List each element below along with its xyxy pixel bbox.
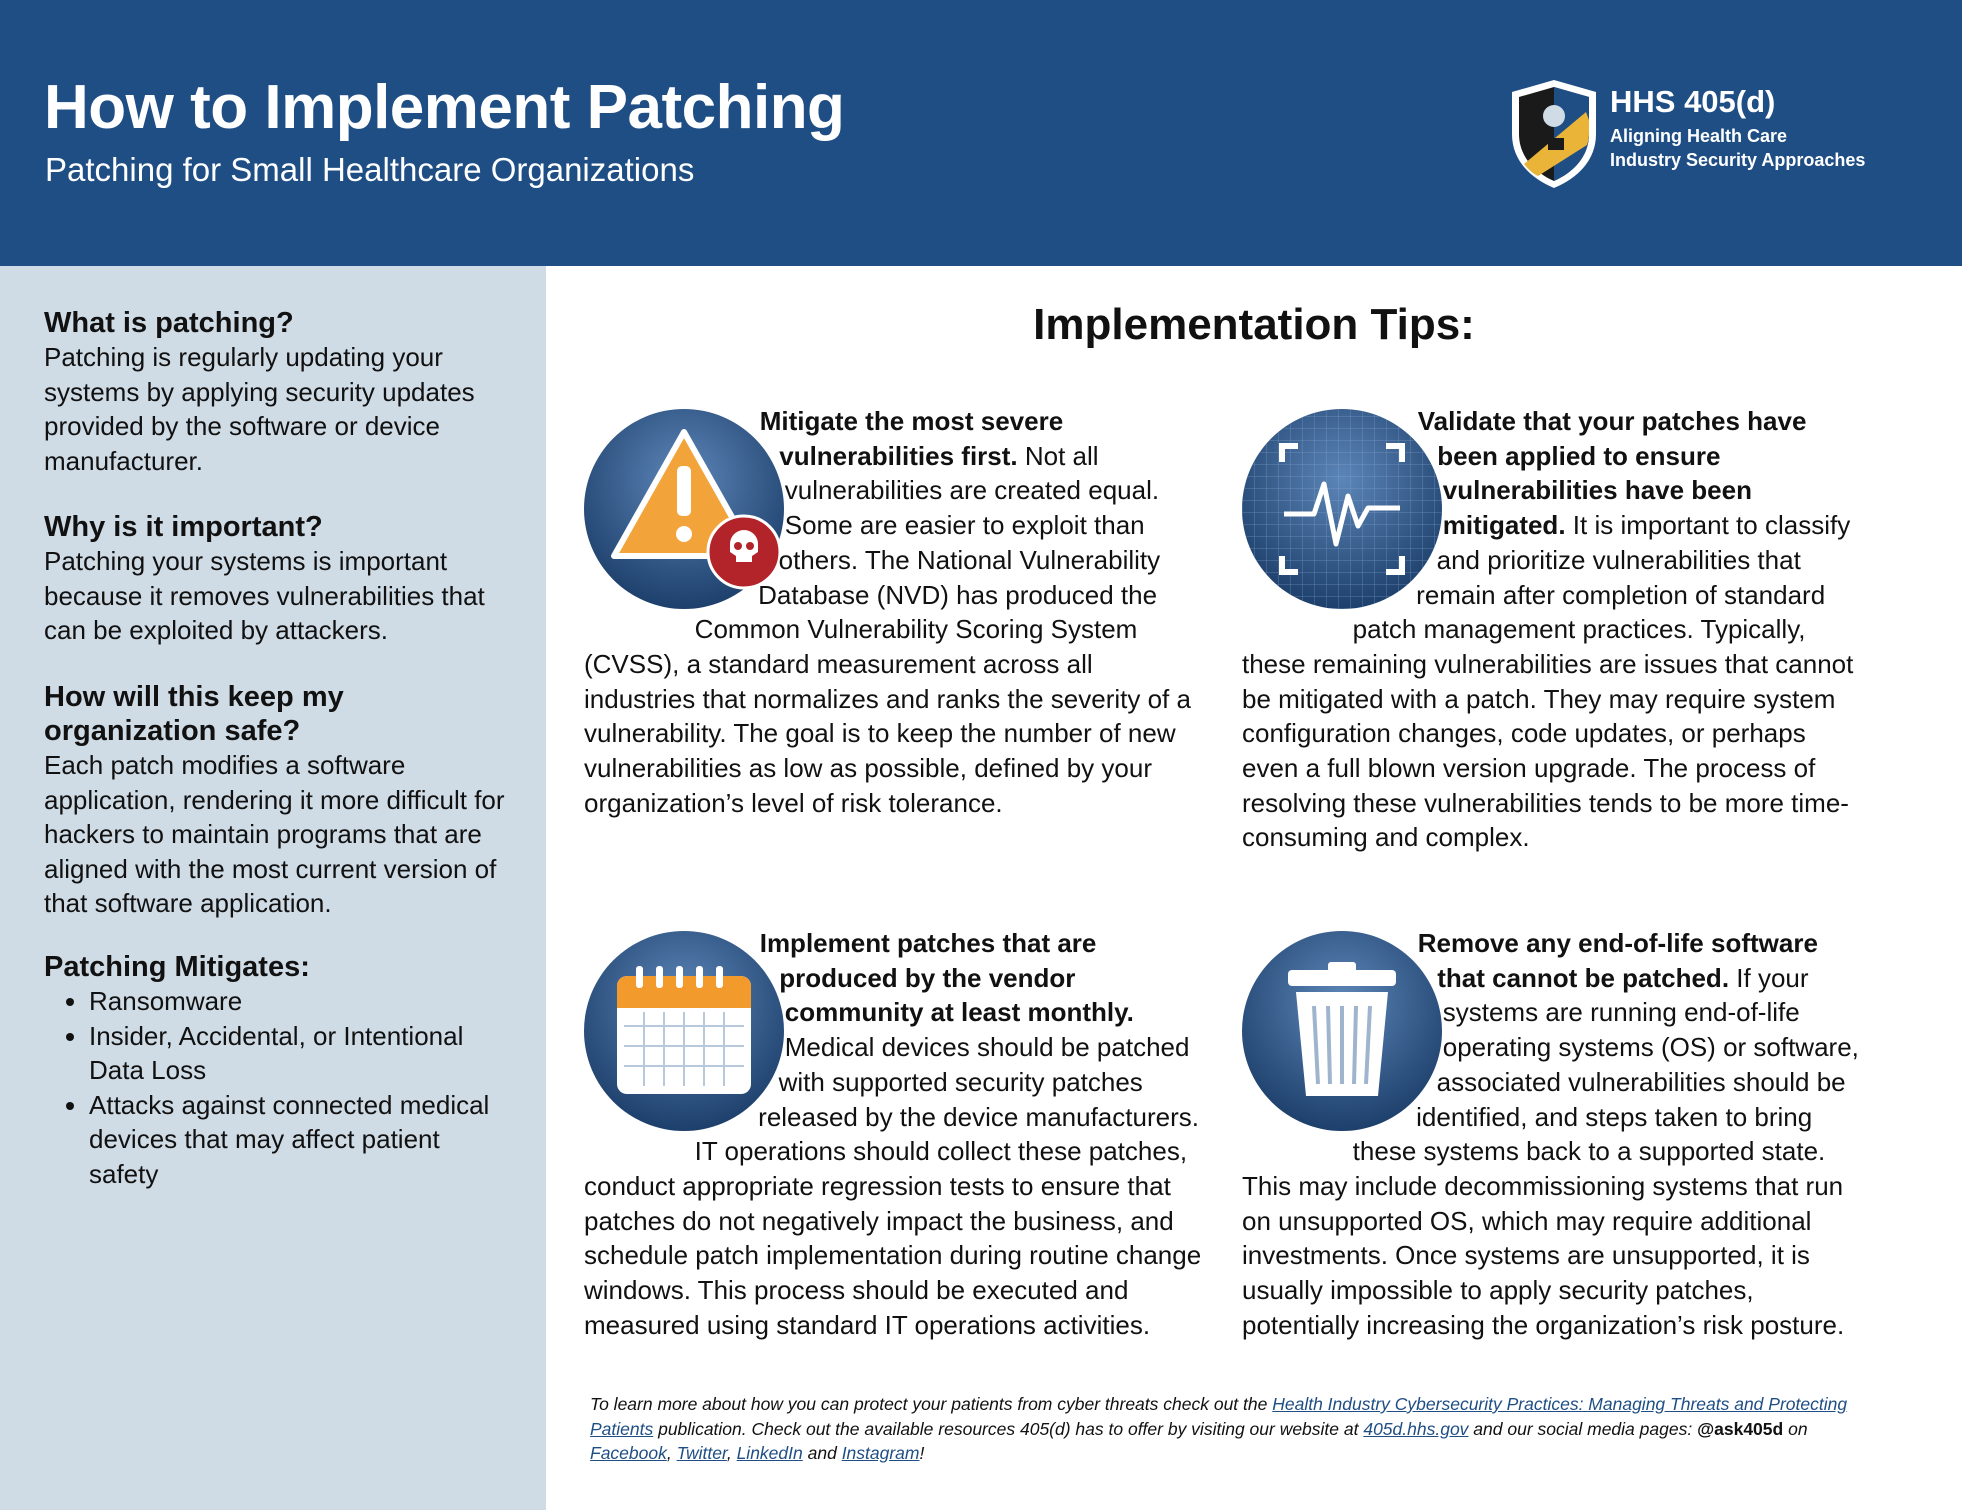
faq-keep-safe [44,680,514,921]
faq-heading: What is patching? [44,307,294,339]
tip-lead: Remove any end-of-life software that cannot be patched. [1417,928,1818,993]
logo-tagline-1: Aligning Health Care [1610,126,1788,146]
tip-body: Not all vulnerabilities are created equal. Some are easier to exploit than others. The National Vulnerability Database (NVD) has produced the Common Vulnerability Scoring System (CVSS), a standard measurement across all industries that normalizes and ranks the severity of a vulnerability. The goal is to keep the number of new vulnerabilities as low as possible, defined by your organization’s level of risk tolerance. [584,440,1191,818]
social-handle: @ask405d [1697,1418,1784,1439]
publication-link[interactable]: Health Industry Cybersecurity Practices: Managing Threats and Protecting Patients [590,1394,1848,1439]
footer-text: To learn more about how you can protect your patients from cyber threats check out the [590,1394,1273,1414]
footer-text: publication. Check out the available resources 405(d) has to offer by visiting our website at [653,1418,1364,1439]
faq-body: Patching is regularly updating your systems by applying security updates provided by the software or device manufacturer. [44,342,475,476]
sidebar-panel [0,266,546,1510]
tip-implement-monthly [584,926,1204,1342]
tip-lead: Implement patches that are produced by the vendor community at least monthly. [759,928,1134,1028]
page-subtitle: Patching for Small Healthcare Organizations [45,151,695,188]
footer-text: ! [919,1443,925,1463]
list-item: • Ransomware [89,984,514,1019]
list-item: • Attacks against connected medical devices that may affect patient safety [89,1088,514,1192]
tip-body: Medical devices should be patched with supported security patches released by the device manufacturers. IT operations should collect these patches, conduct appropriate regression tests to ensure that patches do not negatively impact the business, and schedule patch implementation during routine change windows. This process should be executed and measured using standard IT operations activities. [584,1032,1202,1340]
footer-text: on [1783,1418,1808,1439]
faq-body: Each patch modifies a software application, rendering it more difficult for hackers to maintain programs that are aligned with the most current version of that software application. [44,750,505,918]
tip-validate-patches [1242,404,1862,855]
list-item: • Insider, Accidental, or Intentional Data Loss [89,1019,514,1088]
faq-heading: How will this keep my organization safe? [44,681,344,747]
header-banner [0,0,1962,266]
footer-separator: , [726,1443,737,1463]
tip-lead: Validate that your patches have been applied to ensure vulnerabilities have been mitigated. [1417,406,1807,541]
linkedin-link[interactable]: LinkedIn [736,1443,803,1463]
footer-text: and [802,1443,842,1463]
footer-separator: , [666,1443,677,1463]
instagram-link[interactable]: Instagram [841,1443,920,1463]
implementation-tips-title: Implementation Tips: [1033,300,1475,349]
faq-what-is-patching [44,306,514,478]
logo-tagline-2: Industry Security Approaches [1610,150,1866,170]
mitigates-list [44,984,514,1191]
faq-body: Patching your systems is important because it removes vulnerabilities that can be exploited by attackers. [44,546,485,645]
tip-lead: Mitigate the most severe vulnerabilities first. [759,406,1064,471]
logo-org-name: HHS 405(d) [1610,84,1776,119]
tip-remove-eol-software [1242,926,1862,1342]
tip-body: It is important to classify and prioritize vulnerabilities that remain after completion of standard patch management practices. Typically, these remaining vulnerabilities are issues that cannot be mitigated with a patch. They may require system configuration changes, code updates, or perhaps even a full blown version upgrade. The process of resolving these vulnerabilities tends to be more time-consuming and complex. [1242,510,1854,853]
website-link[interactable]: 405d.hhs.gov [1363,1418,1469,1439]
patching-mitigates [44,950,514,1191]
twitter-link[interactable]: Twitter [676,1443,727,1463]
page-title: How to Implement Patching [44,73,845,142]
mitigates-heading: Patching Mitigates: [44,951,310,983]
faq-why-important [44,510,514,648]
faq-heading: Why is it important? [44,511,323,543]
shield-icon [1508,78,1600,190]
facebook-link[interactable]: Facebook [590,1443,667,1463]
hhs-405d-logo[interactable] [1508,78,1962,198]
footer-note [590,1392,1890,1466]
tip-body: If your systems are running end-of-life operating systems (OS) or software, associated vulnerabilities should be identified, and steps taken to bring these systems back to a supported state. This may include decommissioning systems that run on unsupported OS, which may require additional investments. Once systems are unsupported, it is usually impossible to apply security patches, potentially increasing the organization’s risk posture. [1242,962,1859,1340]
tip-mitigate-severe [584,404,1204,820]
footer-text: and our social media pages: [1468,1418,1698,1439]
